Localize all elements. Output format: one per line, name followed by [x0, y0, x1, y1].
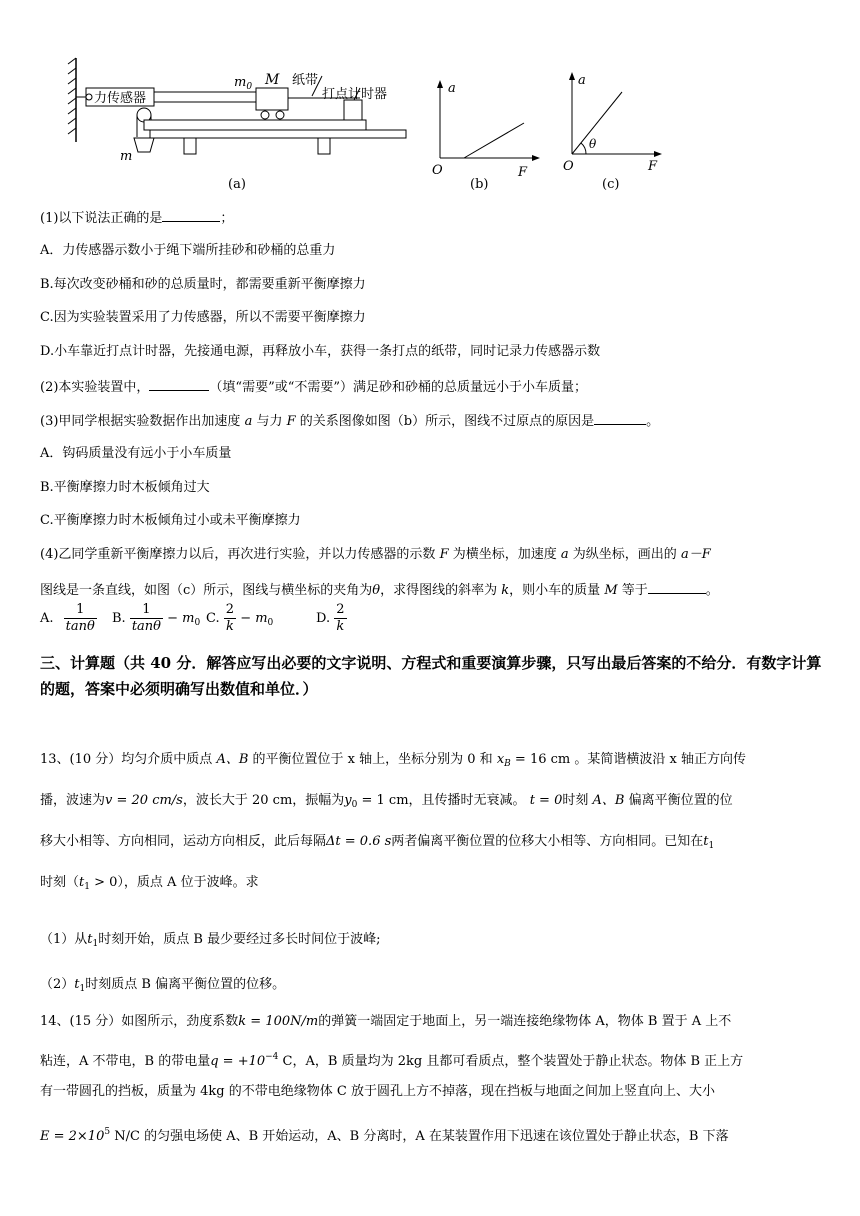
q3-stem: (3)甲同学根据实验数据作出加速度 a 与力 F 的关系图像如图（b）所示，图线不过原点的原因是 。 — [40, 411, 659, 431]
graph-b — [432, 80, 540, 192]
q4-line2: 图线是一条直线，如图（c）所示，图线与横坐标的夹角为θ，求得图线的斜率为 k，则小车的质量 M 等于 。 — [40, 580, 719, 600]
q4-option-b: B. $\frac{1}{\tan\theta}$ − $m_0$ — [112, 602, 201, 634]
tape-label: 纸带 — [292, 73, 319, 88]
q3-option-a: A．钩码质量没有远小于小车质量 — [40, 446, 232, 461]
q1-stem: (1)以下说法正确的是 ； — [40, 208, 233, 228]
p14-line4: $E = 2\times 10^5$ N/C 的匀强电场使 A、B 开始运动，A、B 分离时，A 在某装置作用下迅速在该位置处于静止状态，B 下落 — [40, 1127, 729, 1144]
q2-stem: (2)本实验装置中， （填“需要”或“不需要”）满足砂和砂桶的总质量远小于小车质量； — [40, 377, 587, 397]
timer-box — [344, 100, 362, 120]
q3-option-b: B.平衡摩擦力时木板倾角过大 — [40, 480, 210, 495]
experiment-figures — [60, 52, 700, 200]
track-board — [144, 120, 366, 130]
cart-m0-label: $m_0$ — [234, 75, 253, 92]
svg-text:a: a — [448, 81, 456, 96]
wall — [68, 58, 76, 142]
p14-line3: 有一带圆孔的挡板，质量为 4kg 的不带电绝缘物体 C 放于圆孔上方不掉落，现在挡板与地面之间加上竖直向上、大小 — [40, 1084, 715, 1099]
q1-option-d: D.小车靠近打点计时器，先接通电源，再释放小车，获得一条打点的纸带，同时记录力传感器示数 — [40, 344, 601, 359]
svg-text:O: O — [563, 159, 574, 174]
q4-line1: (4)乙同学重新平衡摩擦力以后，再次进行实验，并以力传感器的示数 F 为横坐标，加速度 a 为纵坐标，画出的 a－F — [40, 547, 711, 562]
graph-c-line — [572, 92, 622, 154]
svg-text:O: O — [432, 163, 443, 178]
p14-line1: 14、(15 分）如图所示，劲度系数k = 100N/m的弹簧一端固定于地面上，另一端连接绝缘物体 A，物体 B 置于 A 上不 — [40, 1014, 732, 1029]
p13-line1: 13、(10 分）均匀介质中质点 A、B 的平衡位置位于 x 轴上，坐标分别为 0 和 $x_B = 16$ cm 。某简谐横波沿 x 轴正方向传 — [40, 752, 746, 769]
svg-text:F: F — [648, 159, 658, 174]
p13-line4: 时刻$(t_1 > 0)$，质点 A 位于波峰。求 — [40, 875, 259, 892]
p14-line2: 粘连，A 不带电，B 的带电量$q = +10^{-4}$ C，A，B 质量均为 2kg 且都可看质点，整个装置处于静止状态。物体 B 正上方 — [40, 1052, 744, 1069]
caption-a: (a) — [228, 177, 246, 192]
sand-bucket — [134, 138, 154, 152]
mass-m-label: m — [120, 149, 133, 164]
svg-text:θ: θ — [589, 137, 597, 151]
p13-line3: 移大小相等、方向相同，运动方向相反，此后每隔Δt = 0.6 s两者偏离平衡位置的位移大小相等、方向相同。已知在$t_1$ — [40, 834, 715, 851]
cart-M-label: M — [265, 72, 280, 88]
q4-option-d: D. $\frac{2}{k}$ — [316, 602, 345, 634]
p13-line2: 播，波速为v = 20 cm/s，波长大于 20 cm，振幅为$y_0 = 1$ cm，且传播时无衰减。 t = 0时刻 A、B 偏离平衡位置的位 — [40, 793, 733, 810]
p13-sub1: （1）从$t_1$时刻开始，质点 B 最少要经过多长时间位于波峰; — [40, 932, 381, 949]
timer-label: 打点计时器 — [322, 87, 388, 102]
caption-c: (c) — [602, 177, 620, 192]
q4-option-c: C. $\frac{2}{k}$ − $m_0$ — [206, 602, 274, 634]
q3-option-c: C.平衡摩擦力时木板倾角过小或未平衡摩擦力 — [40, 513, 301, 528]
q1-option-a: A．力传感器示数小于绳下端所挂砂和砂桶的总重力 — [40, 243, 336, 258]
q1-option-b: B.每次改变砂桶和砂的总质量时，都需要重新平衡摩擦力 — [40, 277, 366, 292]
cart — [256, 88, 288, 110]
force-sensor-label: 力传感器 — [94, 91, 147, 106]
graph-c — [563, 72, 662, 192]
svg-text:a: a — [578, 73, 586, 88]
p13-sub2: $(2)t_1$时刻质点 B 偏离平衡位置的位移。 — [40, 977, 286, 994]
svg-text:F: F — [518, 165, 528, 180]
caption-b: (b) — [470, 177, 489, 192]
graph-b-line — [464, 123, 524, 158]
q4-option-a: A. $\frac{1}{\tan\theta}$ — [40, 602, 95, 634]
section-3-heading: 三、计算题（共 40 分．解答应写出必要的文字说明、方程式和重要演算步骤，只写出最后答案的不给分．有数字计算的题，答案中必须明确写出数值和单位．） — [40, 654, 822, 698]
q1-option-c: C.因为实验装置采用了力传感器，所以不需要平衡摩擦力 — [40, 310, 366, 325]
